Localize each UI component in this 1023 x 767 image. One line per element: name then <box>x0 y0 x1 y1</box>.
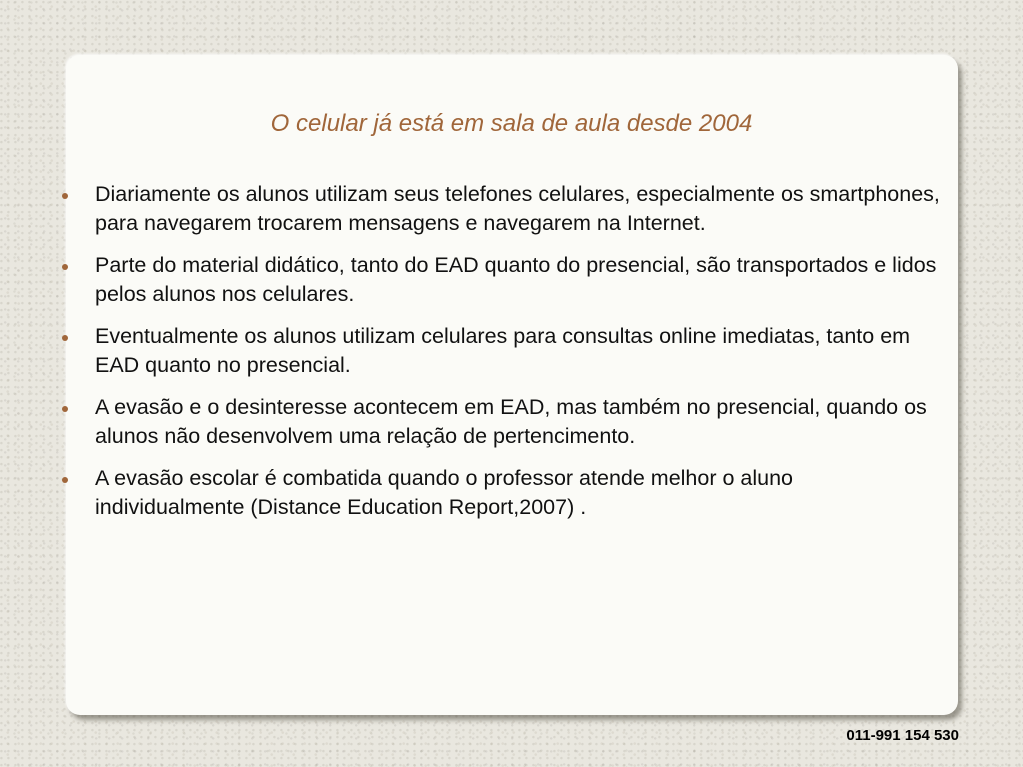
bullet-item <box>60 180 940 238</box>
bullet-item <box>60 322 940 380</box>
bullet-dot-icon <box>62 335 68 341</box>
bullet-dot-icon <box>62 477 68 483</box>
footer-phone-number: 011-991 154 530 <box>846 727 959 744</box>
bullet-text: Eventualmente os alunos utilizam celulares para consultas online imediatas, tanto em EAD quanto no presencial. <box>95 324 911 377</box>
slide-title: O celular já está em sala de aula desde 2004 <box>270 110 753 137</box>
bullet-text: A evasão escolar é combatida quando o professor atende melhor o aluno individualmente (Distance Education Report,2007) . <box>95 466 794 519</box>
bullet-list <box>60 180 940 535</box>
bullet-dot-icon <box>62 406 68 412</box>
bullet-text: Parte do material didático, tanto do EAD quanto do presencial, são transportados e lidos pelos alunos nos celulares. <box>95 253 937 306</box>
bullet-text: A evasão e o desinteresse acontecem em EAD, mas também no presencial, quando os alunos não desenvolvem uma relação de pertencimento. <box>95 395 927 448</box>
bullet-item <box>60 393 940 451</box>
bullet-item <box>60 464 940 522</box>
bullet-dot-icon <box>62 264 68 270</box>
bullet-text: Diariamente os alunos utilizam seus telefones celulares, especialmente os smartphones, para navegarem trocarem mensagens e navegarem na Internet. <box>95 182 940 235</box>
bullet-item <box>60 251 940 309</box>
bullet-dot-icon <box>62 193 68 199</box>
